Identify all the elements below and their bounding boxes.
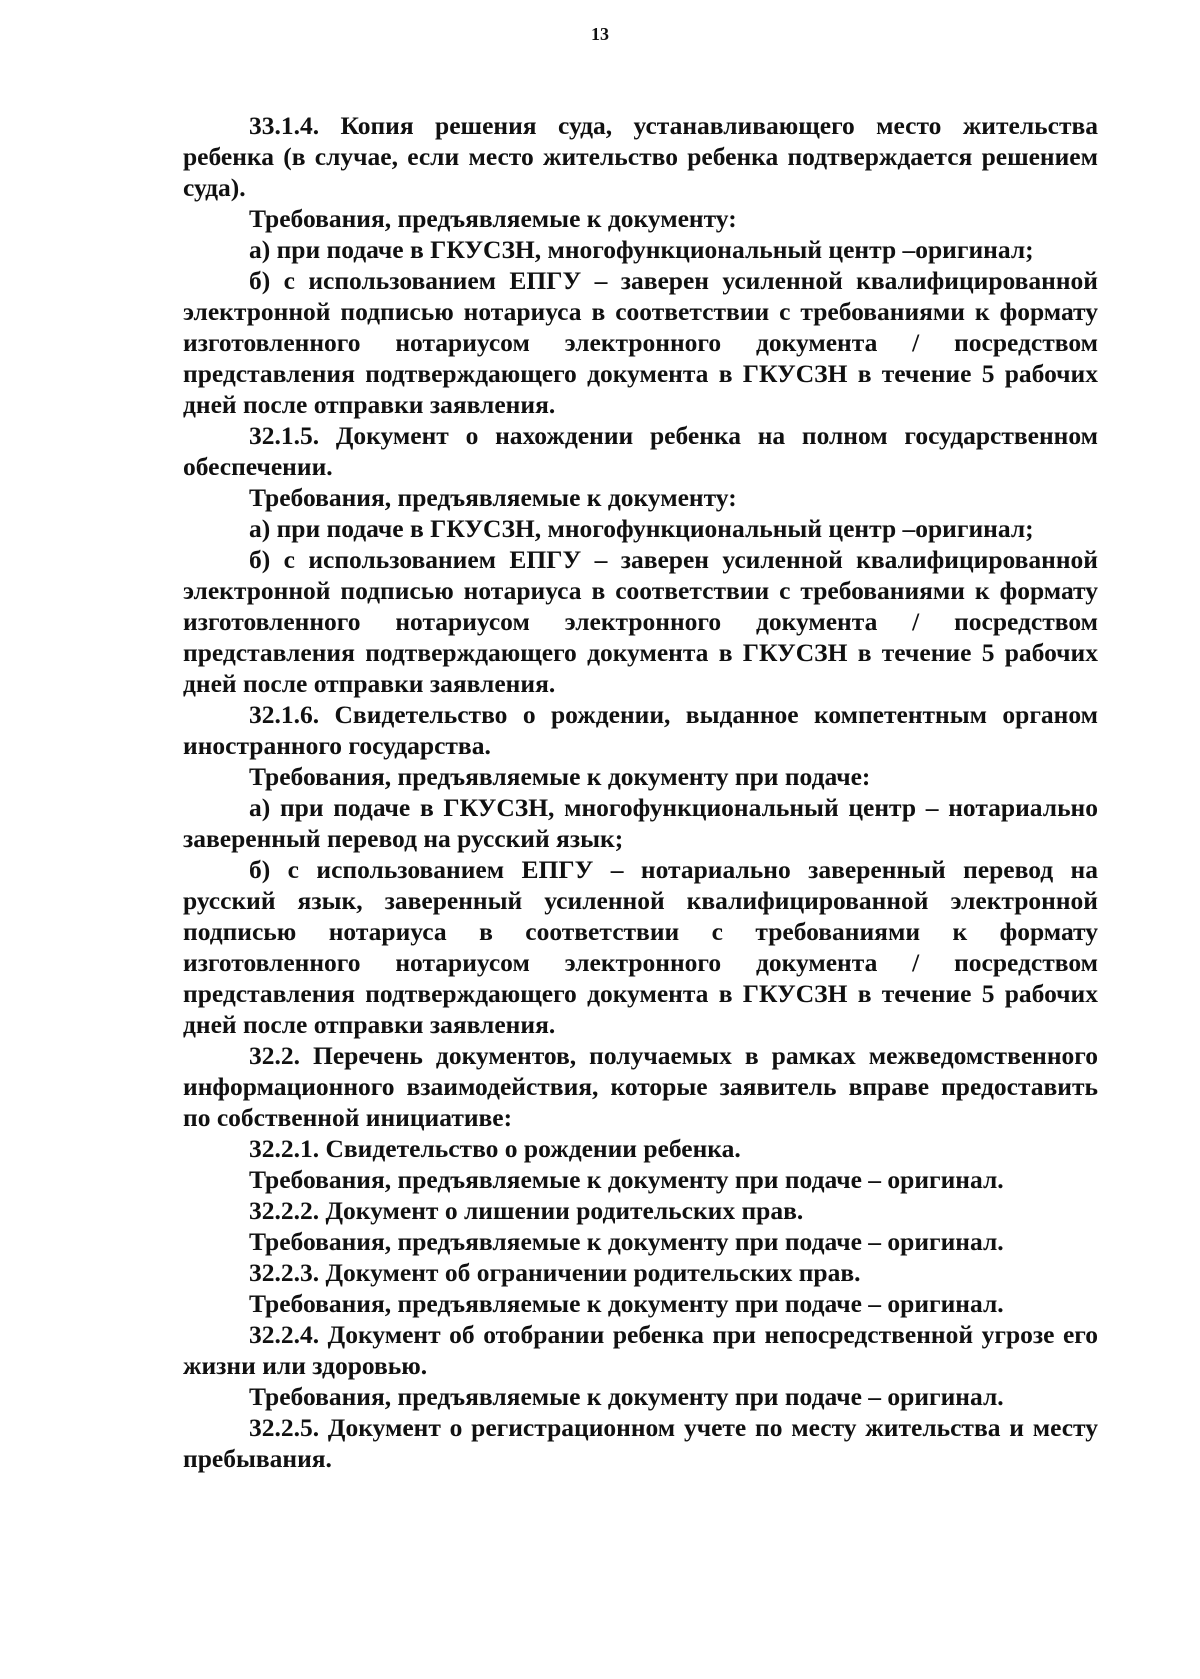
requirement-text: Требования, предъявляемые к документу при подаче – оригинал. [249, 1382, 1004, 1411]
requirement-text: Требования, предъявляемые к документу при подаче – оригинал. [249, 1227, 1004, 1256]
paragraph-32-2-1: 32.2.1. Свидетельство о рождении ребенка. [249, 1134, 741, 1163]
requirement-item-b: б) с использованием ЕПГУ – заверен усиленной квалифицированной электронной подписью нотариуса в соответствии с требованиями к формату изготовленного нотариусом электронного документа / посредством представления подтверждающего документа в ГКУСЗН в течение 5 рабочих дней после отправки заявления. [183, 545, 1098, 698]
page-number: 13 [591, 24, 609, 44]
paragraph-32-2-4: 32.2.4. Документ об отобрании ребенка при непосредственной угрозе его жизни или здоровью. [183, 1320, 1098, 1380]
requirement-text: Требования, предъявляемые к документу при подаче – оригинал. [249, 1165, 1004, 1194]
requirement-item-a: а) при подаче в ГКУСЗН, многофункциональный центр –оригинал; [249, 235, 1034, 264]
requirements-heading: Требования, предъявляемые к документу: [249, 204, 737, 233]
paragraph-32-2-3: 32.2.3. Документ об ограничении родительских прав. [249, 1258, 861, 1287]
paragraph-32-2-5: 32.2.5. Документ о регистрационном учете по месту жительства и месту пребывания. [183, 1413, 1098, 1473]
paragraph-32-1-5: 32.1.5. Документ о нахождении ребенка на полном государственном обеспечении. [183, 421, 1098, 481]
requirement-item-a: а) при подаче в ГКУСЗН, многофункциональный центр – нотариально заверенный перевод на русский язык; [183, 793, 1098, 853]
requirement-item-b: б) с использованием ЕПГУ – нотариально заверенный перевод на русский язык, заверенный усиленной квалифицированной электронной подписью нотариуса в соответствии с требованиями к формату изготовленного нотариусом электронного документа / посредством представления подтверждающего документа в ГКУСЗН в течение 5 рабочих дней после отправки заявления. [183, 855, 1098, 1039]
paragraph-32-2: 32.2. Перечень документов, получаемых в рамках межведомственного информационного взаимодействия, которые заявитель вправе предоставить по собственной инициативе: [183, 1041, 1098, 1132]
requirement-text: Требования, предъявляемые к документу при подаче – оригинал. [249, 1289, 1004, 1318]
requirements-heading: Требования, предъявляемые к документу при подаче: [249, 762, 871, 791]
paragraph-32-1-6: 32.1.6. Свидетельство о рождении, выданное компетентным органом иностранного государства. [183, 700, 1098, 760]
requirement-item-b: б) с использованием ЕПГУ – заверен усиленной квалифицированной электронной подписью нотариуса в соответствии с требованиями к формату изготовленного нотариусом электронного документа / посредством представления подтверждающего документа в ГКУСЗН в течение 5 рабочих дней после отправки заявления. [183, 266, 1098, 419]
requirement-item-a: а) при подаче в ГКУСЗН, многофункциональный центр –оригинал; [249, 514, 1034, 543]
paragraph-33-1-4: 33.1.4. Копия решения суда, устанавливающего место жительства ребенка (в случае, если место жительство ребенка подтверждается решением суда). [183, 111, 1098, 202]
requirements-heading: Требования, предъявляемые к документу: [249, 483, 737, 512]
paragraph-32-2-2: 32.2.2. Документ о лишении родительских прав. [249, 1196, 804, 1225]
document-body [183, 110, 1098, 1474]
